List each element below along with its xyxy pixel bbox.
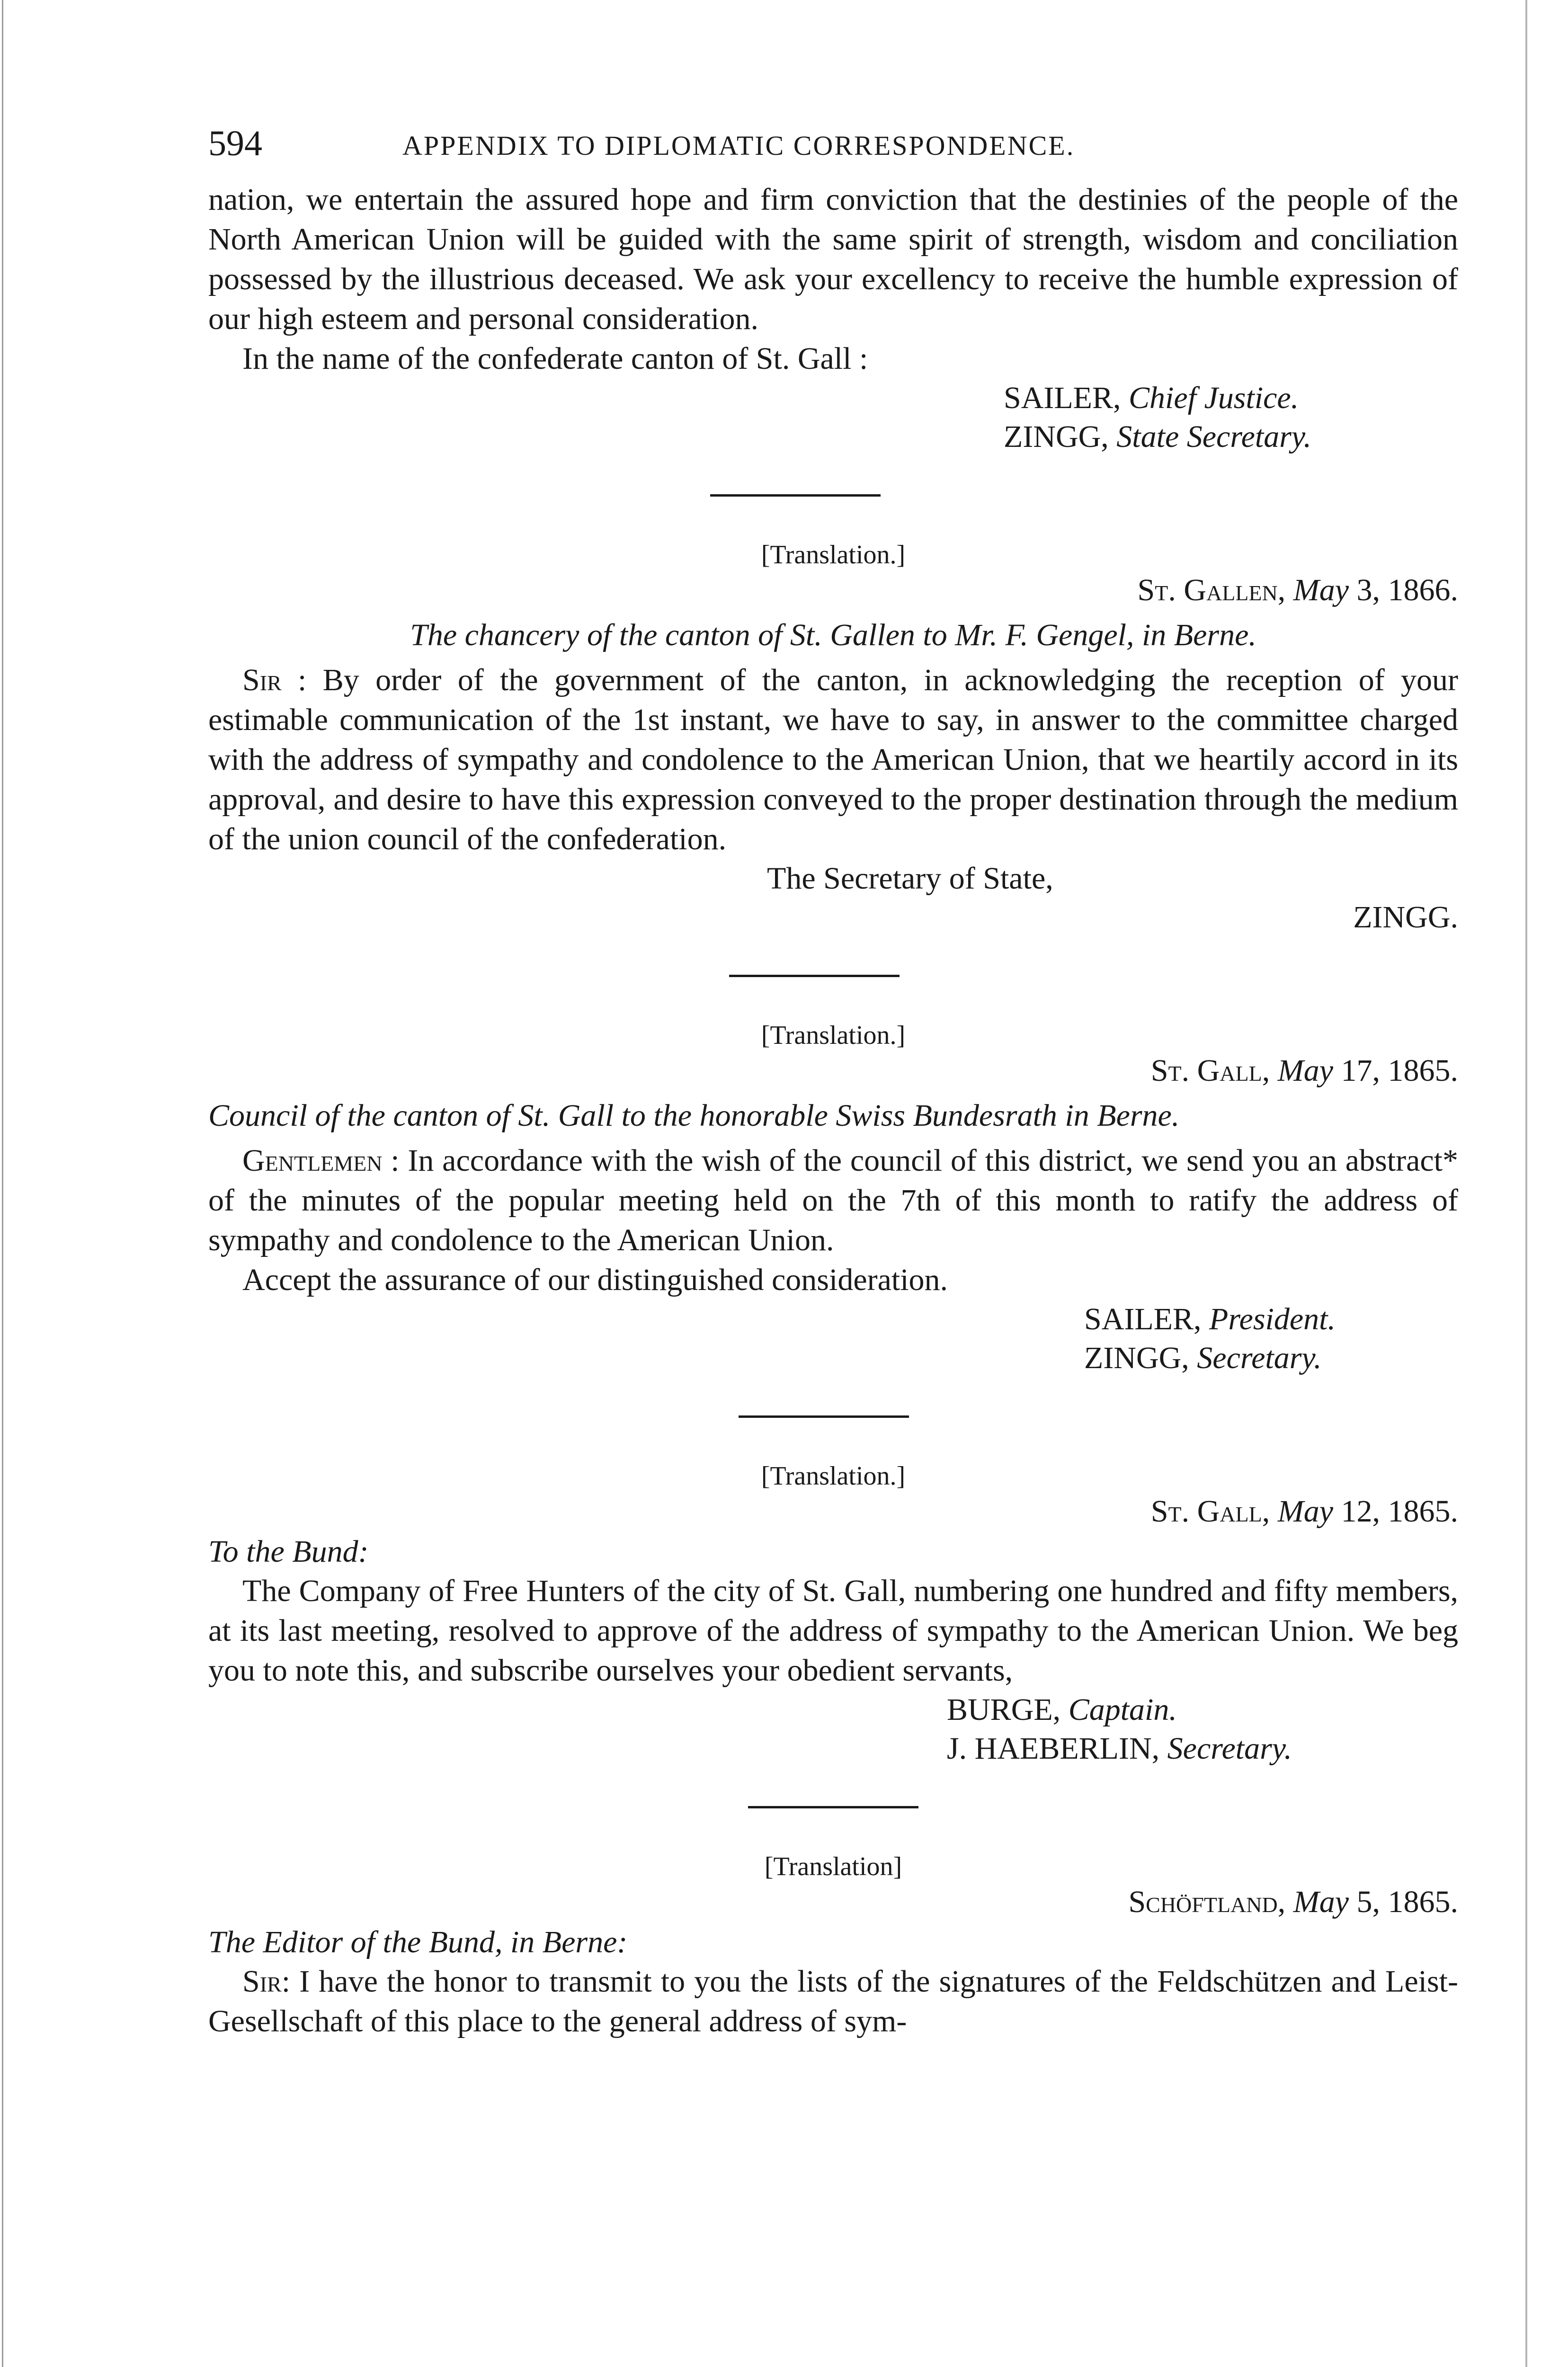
- signature-line: [1084, 1339, 1458, 1378]
- signatory-name: ZINGG.: [1353, 900, 1458, 934]
- opening-closing: In the name of the confederate canton of St. Gall :: [242, 341, 868, 376]
- signature-line: [947, 1729, 1458, 1768]
- signature-line: [1004, 418, 1458, 456]
- salutation: Gentlemen :: [242, 1143, 400, 1178]
- dateline-month: May: [1277, 1494, 1333, 1529]
- letter-body: [208, 1962, 1458, 2041]
- dateline-date: 17, 1865.: [1341, 1053, 1458, 1088]
- signatory-name: SAILER,: [1084, 1302, 1202, 1336]
- letter-body: [208, 1141, 1458, 1260]
- letter-body: [208, 660, 1458, 859]
- signatory-title: Captain.: [1068, 1692, 1177, 1727]
- dateline-place: Schöftland,: [1128, 1885, 1286, 1919]
- scan-edge-right: [1525, 0, 1527, 2367]
- letter-body-text: I have the honor to transmit to you the lists of the signatures of the Feldschützen and Leist-Gesellschaft of this place to the general address of sym-: [208, 1964, 1458, 2038]
- signature-line: [1004, 379, 1458, 418]
- running-title: APPENDIX TO DIPLOMATIC CORRESPONDENCE.: [402, 130, 1075, 161]
- dateline: [208, 1493, 1458, 1531]
- translation-note: [Translation.]: [761, 1021, 906, 1050]
- signatory-name: SAILER,: [1004, 381, 1121, 415]
- letter-body: The Company of Free Hunters of the city of St. Gall, numbering one hundred and fifty members, at its last meeting, resolved to approve of the address of sympathy to the American Union. We beg you to note this, and subscribe ourselves your obedient servants,: [208, 1574, 1458, 1688]
- dateline-month: May: [1293, 573, 1349, 607]
- signatory-title: Secretary.: [1197, 1341, 1322, 1375]
- signatory-title: Chief Justice.: [1129, 381, 1299, 415]
- signatory-name: ZINGG,: [1084, 1341, 1189, 1375]
- dateline-place: St. Gall,: [1150, 1053, 1270, 1088]
- section-divider: [729, 975, 900, 977]
- dateline: [208, 1052, 1458, 1090]
- dateline: [208, 1883, 1458, 1921]
- letter-closing: Accept the assurance of our distinguished consideration.: [242, 1263, 948, 1297]
- translation-note: [Translation.]: [761, 1461, 906, 1491]
- signatory-name: BURGE,: [947, 1692, 1061, 1727]
- dateline-place: St. Gall,: [1150, 1494, 1270, 1529]
- letter-heading: Council of the canton of St. Gall to the honorable Swiss Bundesrath in Berne.: [208, 1098, 1180, 1133]
- dateline-month: May: [1293, 1885, 1349, 1919]
- translation-note: [Translation.]: [761, 540, 906, 570]
- dateline-date: 3, 1866.: [1356, 573, 1458, 607]
- scan-edge-left: [2, 0, 3, 2367]
- letter-heading: The chancery of the canton of St. Gallen to Mr. F. Gengel, in Berne.: [410, 618, 1256, 652]
- opening-paragraph: nation, we entertain the assured hope and firm conviction that the destinies of the people of the North American Union will be guided with the same spirit of strength, wisdom and conciliation possessed by the illustrious deceased. We ask your excellency to receive the humble expression of our high esteem and personal consideration.: [208, 182, 1458, 336]
- salutation: Sir :: [242, 663, 307, 697]
- signature-line: [947, 1691, 1458, 1729]
- section-divider: [748, 1806, 918, 1808]
- signature-line: [1084, 1300, 1458, 1339]
- running-header: [208, 123, 1458, 180]
- dateline-place: St. Gallen,: [1137, 573, 1286, 607]
- section-divider: [710, 494, 881, 497]
- letter-body-text: By order of the government of the canton, in acknowledging the reception of your estimable communication of the 1st instant, we have to say, in answer to the committee charged with the address of sympathy and condolence to the American Union, that we heartily accord in its approval, and desire to have this expression conveyed to the proper destination through the medium of the union council of the confederation.: [208, 663, 1458, 856]
- document-page: [208, 123, 1458, 2041]
- dateline-month: May: [1277, 1053, 1333, 1088]
- section-divider: [739, 1415, 909, 1418]
- signatory-name: ZINGG,: [1004, 419, 1109, 454]
- signatory-title: Secretary.: [1167, 1731, 1292, 1766]
- salutation: Sir:: [242, 1964, 291, 1999]
- letter-heading: The Editor of the Bund, in Berne:: [208, 1925, 628, 1959]
- dateline: [208, 571, 1458, 609]
- dateline-date: 12, 1865.: [1341, 1494, 1458, 1529]
- signatory-title: State Secretary.: [1116, 419, 1312, 454]
- signatory-name: J. HAEBERLIN,: [947, 1731, 1160, 1766]
- page-number: 594: [208, 124, 262, 163]
- signatory-title: President.: [1209, 1302, 1336, 1336]
- letter-closing: The Secretary of State,: [767, 861, 1053, 896]
- dateline-date: 5, 1865.: [1356, 1885, 1458, 1919]
- letter-heading: To the Bund:: [208, 1534, 369, 1569]
- letter-body-text: In accordance with the wish of the council of this district, we send you an abstract* of the minutes of the popular meeting held on the 7th of this month to ratify the address of sympathy and condolence to the American Union.: [208, 1143, 1459, 1257]
- translation-note: [Translation]: [764, 1852, 902, 1881]
